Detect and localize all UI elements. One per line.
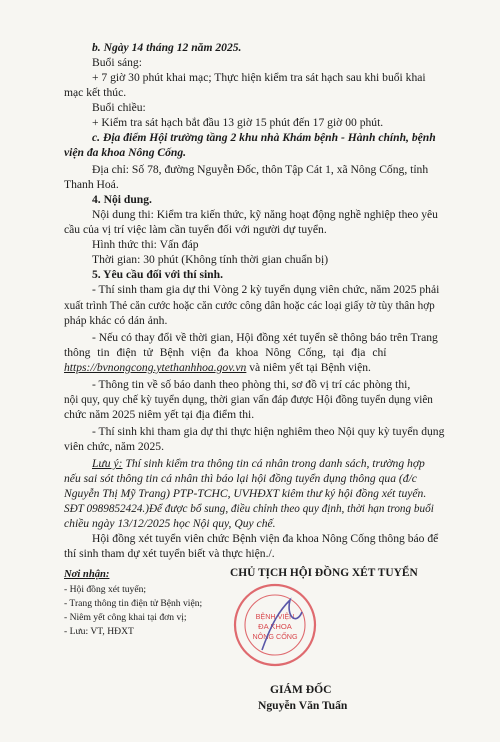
address-line-cont: Thanh Hoá. bbox=[64, 178, 119, 191]
recipient-item: - Trang thông tin điện tử Bệnh viện; bbox=[64, 598, 203, 609]
req-3-cont: nội quy, quy chế kỳ tuyển dụng, thời gian vấn đáp được Hội đồng tuyển dụng viên bbox=[64, 394, 433, 406]
morning-detail: + 7 giờ 30 phút khai mạc; Thực hiện kiểm tra sát hạch sau khi buổi khai bbox=[92, 71, 426, 84]
note-cont-2: Nguyễn Thị Mỹ Trang) PTP-TCHC, UVHĐXT kiêm thư ký hội đồng xét tuyển. bbox=[64, 487, 427, 500]
closing-line-cont: thí sinh tham dự xét tuyển biết và thực hiện./. bbox=[64, 547, 275, 560]
note-text: Thí sinh kiểm tra thông tin cá nhân trong danh sách, trường hợp bbox=[122, 457, 425, 470]
exam-content: Nội dung thi: Kiểm tra kiến thức, kỹ năng hoạt động nghề nghiệp theo yêu bbox=[92, 208, 438, 221]
chair-title: CHỦ TỊCH HỘI ĐỒNG XÉT TUYỂN bbox=[230, 567, 418, 579]
req-3-cont2: chức năm 2025 niêm yết tại địa điểm thi. bbox=[64, 408, 255, 421]
website-link[interactable]: https://bvnongcong.ytethanhhoa.gov.vn bbox=[64, 361, 247, 374]
note-label: Lưu ý: bbox=[92, 457, 123, 470]
signer-name: Nguyễn Văn Tuấn bbox=[258, 699, 348, 712]
note-cont-3: SĐT 0989852424.)Để được bổ sung, điều chỉnh theo quy định, thời hạn trong buổi bbox=[64, 503, 434, 515]
section-c-heading-cont: viện đa khoa Nông Cống. bbox=[64, 146, 187, 159]
exam-content-cont: cầu của vị trí việc làm cần tuyển đối với người dự tuyển. bbox=[64, 223, 327, 236]
section-4-heading: 4. Nội dung. bbox=[92, 193, 152, 206]
stamp-text-2: ĐA KHOA bbox=[258, 622, 292, 631]
stamp-text-1: BỆNH VIỆN bbox=[255, 612, 295, 621]
note-line bbox=[0, 457, 500, 471]
req-4-cont: viên chức, năm 2025. bbox=[64, 440, 164, 453]
req-1-cont2: pháp khác có dán ảnh. bbox=[64, 314, 168, 327]
req-3: - Thông tin về số báo danh theo phòng thi, sơ đồ vị trí các phòng thi, bbox=[92, 378, 411, 391]
recipient-item: - Lưu: VT, HĐXT bbox=[64, 626, 134, 637]
req-1: - Thí sinh tham gia dự thi Vòng 2 kỳ tuyển dụng viên chức, năm 2025 phải bbox=[92, 283, 440, 296]
section-c-heading: c. Địa điểm Hội trường tầng 2 khu nhà Khám bệnh - Hành chính, bệnh bbox=[92, 131, 436, 144]
section-b-heading: b. Ngày 14 tháng 12 năm 2025. bbox=[92, 41, 242, 54]
recipients-title: Nơi nhận: bbox=[64, 569, 110, 580]
req-2-tail: và niêm yết tại Bệnh viện. bbox=[246, 361, 371, 374]
official-stamp bbox=[232, 582, 318, 668]
address-line: Địa chỉ: Số 78, đường Nguyễn Đốc, thôn Tập Cát 1, xã Nông Cống, tỉnh bbox=[92, 163, 429, 176]
req-2-cont: thông tin điện tử Bệnh viện đa khoa Nông Cống, tại địa chỉ bbox=[64, 346, 387, 359]
req-2: - Nếu có thay đổi về thời gian, Hội đồng xét tuyển sẽ thông báo trên Trang bbox=[92, 331, 438, 344]
closing-line: Hội đồng xét tuyển viên chức Bệnh viện đa khoa Nông Cống thông báo để bbox=[92, 532, 439, 545]
req-1-cont: xuất trình Thẻ căn cước hoặc căn cước công dân hoặc các loại giấy tờ tùy thân hợp bbox=[64, 300, 435, 312]
req-2-link-line bbox=[0, 361, 500, 375]
req-4: - Thí sinh khi tham gia dự thi thực hiện nghiêm theo Nội quy kỳ tuyển dụng bbox=[92, 425, 445, 438]
note-cont-1: nếu sai sót thông tin cá nhân thì báo lại hội đồng tuyển dụng thông qua (đ/c bbox=[64, 472, 417, 485]
note-cont-4: chiều ngày 13/12/2025 học Nội quy, Quy chế. bbox=[64, 517, 276, 530]
morning-detail-cont: mạc kết thúc. bbox=[64, 86, 127, 99]
recipient-item: - Hội đồng xét tuyển; bbox=[64, 584, 147, 595]
exam-duration: Thời gian: 30 phút (Không tính thời gian chuẩn bị) bbox=[92, 253, 329, 266]
section-5-heading: 5. Yêu cầu đối với thí sinh. bbox=[92, 268, 223, 281]
exam-format: Hình thức thi: Vấn đáp bbox=[92, 238, 199, 251]
afternoon-detail: + Kiểm tra sát hạch bắt đầu 13 giờ 15 phút đến 17 giờ 00 phút. bbox=[92, 116, 384, 129]
position-title: GIÁM ĐỐC bbox=[270, 683, 332, 696]
afternoon-label: Buổi chiều: bbox=[92, 101, 146, 114]
stamp-text-3: NÔNG CỐNG bbox=[252, 632, 298, 641]
morning-label: Buổi sáng: bbox=[92, 56, 142, 69]
recipient-item: - Niêm yết công khai tại đơn vị; bbox=[64, 612, 187, 623]
